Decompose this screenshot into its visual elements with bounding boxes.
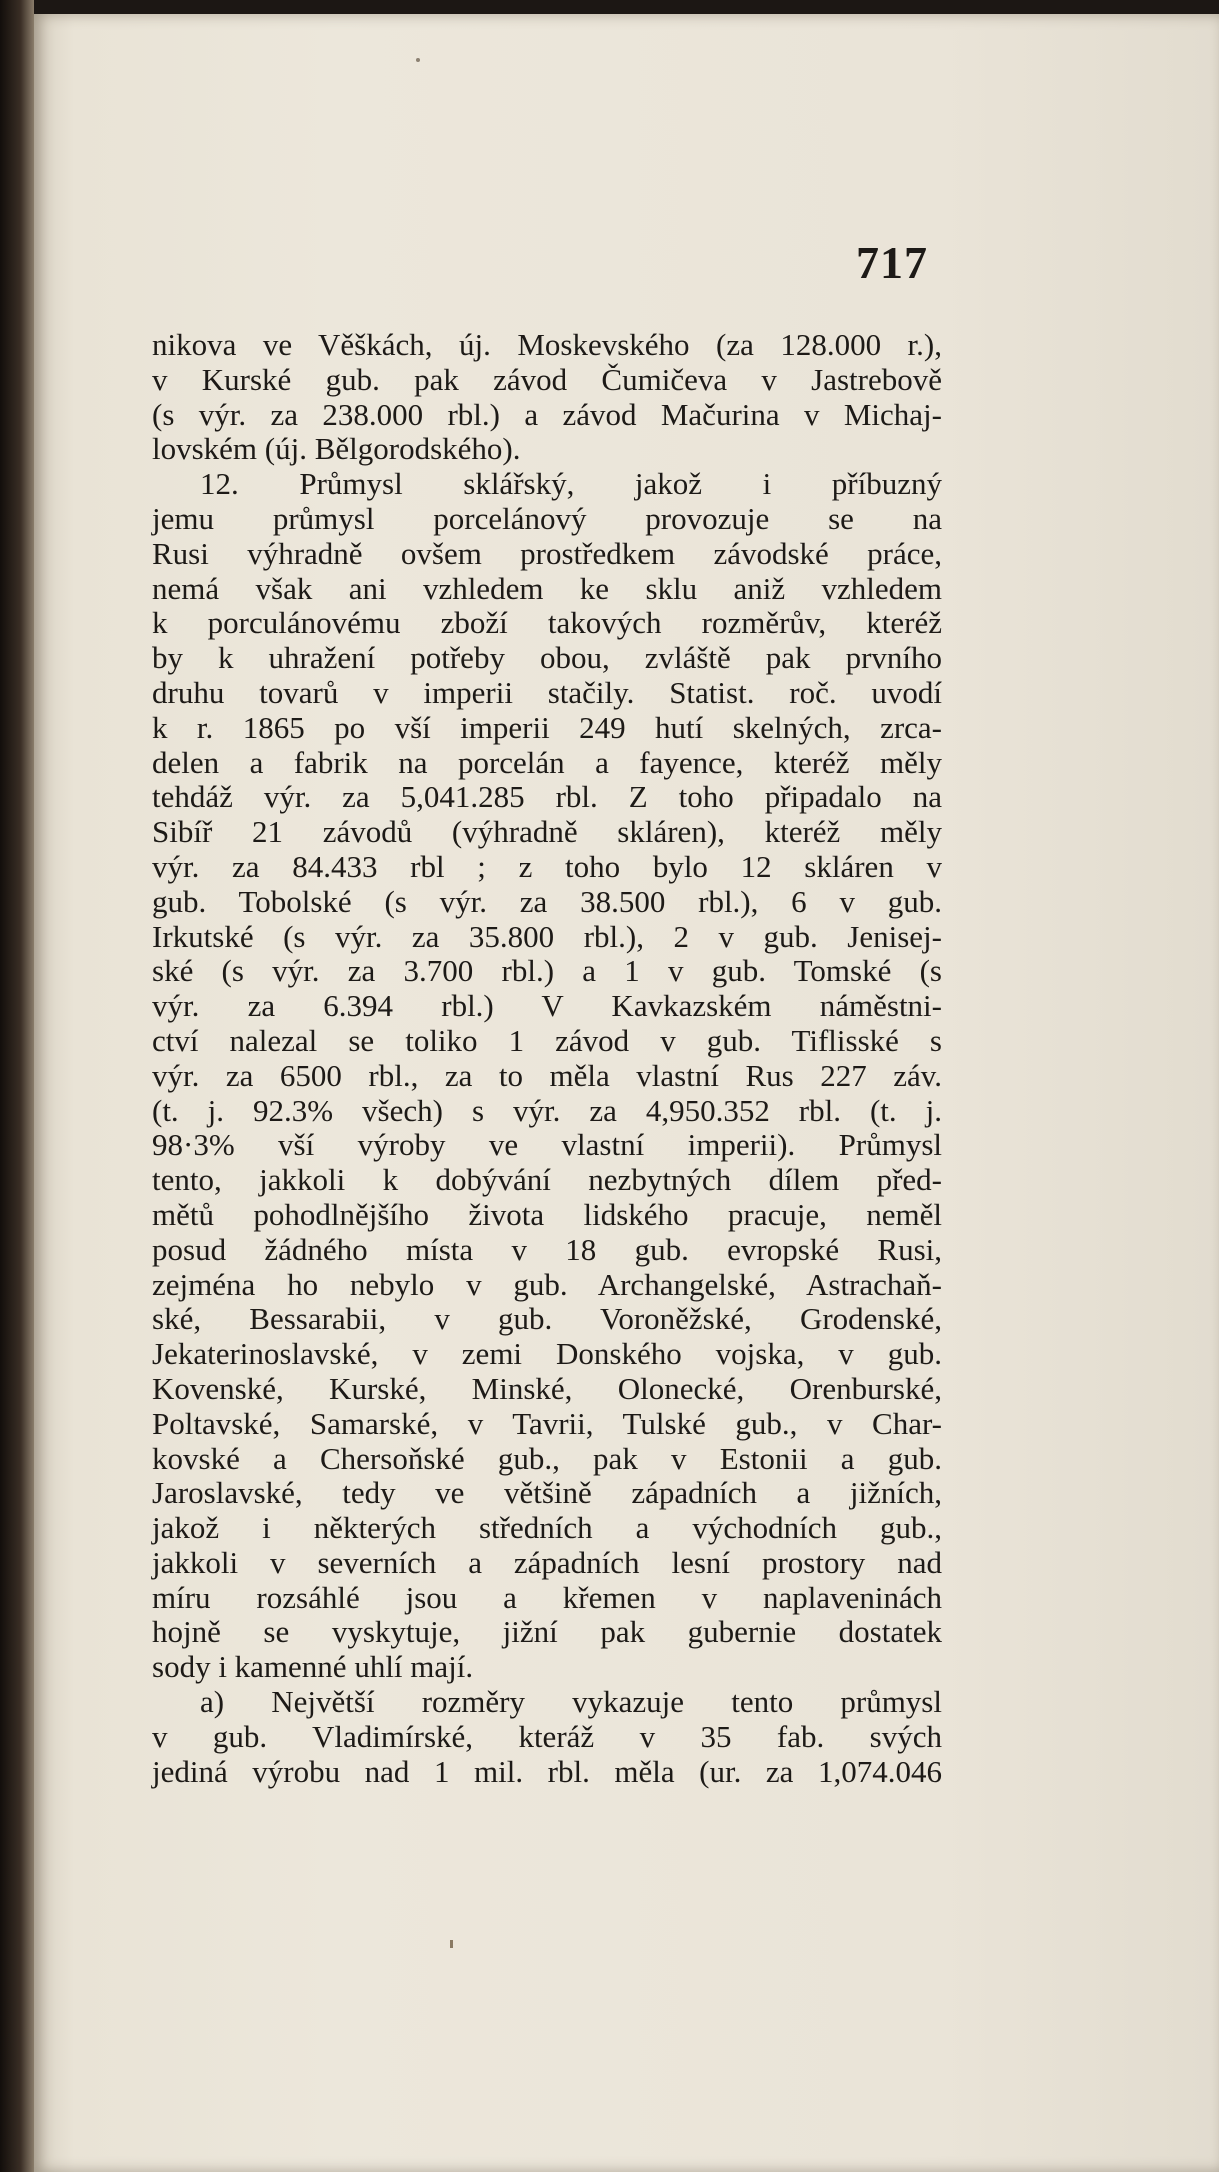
paragraph-start-line: a) Největší rozměry vykazuje tento průmysl — [200, 1684, 942, 1720]
text-line: druhu tovarů v imperii stačily. Statist. roč. uvodí — [152, 674, 942, 710]
text-line: nemá však ani vzhledem ke sklu aniž vzhledem — [152, 570, 942, 606]
text-line: Rusi výhradně ovšem prostředkem závodské práce, — [152, 535, 942, 571]
text-line: tehdáž výr. za 5,041.285 rbl. Z toho připadalo na — [152, 779, 942, 815]
text-line: tento, jakkoli k dobývání nezbytných dílem před- — [152, 1162, 942, 1198]
text-line: v Kurské gub. pak závod Čumičeva v Jastrebově — [152, 361, 942, 397]
text-line: výr. za 84.433 rbl ; z toho bylo 12 skláren v — [152, 848, 942, 884]
text-line: posud žádného místa v 18 gub. evropské Rusi, — [152, 1231, 942, 1267]
text-line: ské, Bessarabii, v gub. Voroněžské, Grodenské, — [152, 1301, 942, 1337]
text-line: Kovenské, Kurské, Minské, Olonecké, Orenburské, — [152, 1370, 942, 1406]
text-line: 98·3% vší výroby ve vlastní imperii). Průmysl — [152, 1127, 942, 1163]
text-line: mětů pohodlnějšího života lidského pracuje, neměl — [152, 1196, 942, 1232]
paper-speck — [416, 58, 420, 62]
text-line: k r. 1865 po vší imperii 249 hutí skelných, zrca- — [152, 709, 942, 745]
text-line: jemu průmysl porcelánový provozuje se na — [152, 500, 942, 536]
text-line: (t. j. 92.3% všech) s výr. za 4,950.352 rbl. (t. j. — [152, 1092, 942, 1128]
text-line: zejména ho nebylo v gub. Archangelské, Astrachaň- — [152, 1266, 942, 1302]
text-line: hojně se vyskytuje, jižní pak gubernie dostatek — [152, 1614, 942, 1650]
text-line: Irkutské (s výr. za 35.800 rbl.), 2 v gub. Jenisej- — [152, 918, 942, 954]
text-line: jediná výrobu nad 1 mil. rbl. měla (ur. za 1,074.046 — [152, 1753, 942, 1789]
text-line: v gub. Vladimírské, kteráž v 35 fab. svých — [152, 1718, 942, 1754]
text-line: Jekaterinoslavské, v zemi Donského vojska, v gub. — [152, 1336, 942, 1372]
text-line: gub. Tobolské (s výr. za 38.500 rbl.), 6 v gub. — [152, 883, 942, 919]
text-line: by k uhražení potřeby obou, zvláště pak prvního — [152, 640, 942, 676]
body-text — [152, 328, 942, 1789]
text-line: Poltavské, Samarské, v Tavrii, Tulské gub., v Char- — [152, 1405, 942, 1441]
text-line: k porculánovému zboží takových rozměrův, kteréž — [152, 605, 942, 641]
text-line: míru rozsáhlé jsou a křemen v naplaveninách — [152, 1579, 942, 1615]
text-line: kovské a Chersoňské gub., pak v Estonii a gub. — [152, 1440, 942, 1476]
text-line: ské (s výr. za 3.700 rbl.) a 1 v gub. Tomské (s — [152, 953, 942, 989]
text-line: nikova ve Věškách, új. Moskevského (za 128.000 r.), — [152, 327, 942, 362]
text-line: delen a fabrik na porcelán a fayence, kteréž měly — [152, 744, 942, 780]
text-line: Sibíř 21 závodů (výhradně skláren), kteréž měly — [152, 814, 942, 850]
text-line: jakkoli v severních a západních lesní prostory nad — [152, 1544, 942, 1580]
page-number: 717 — [856, 237, 928, 288]
ink-mark — [450, 1940, 453, 1948]
book-spine — [0, 0, 34, 2172]
text-line: lovském (új. Bělgorodského). — [152, 431, 521, 467]
text-line: výr. za 6.394 rbl.) V Kavkazském náměstni- — [152, 988, 942, 1024]
text-line: sody i kamenné uhlí mají. — [152, 1649, 474, 1685]
text-line: Jaroslavské, tedy ve většině západních a jižních, — [152, 1475, 942, 1511]
text-line: výr. za 6500 rbl., za to měla vlastní Rus 227 záv. — [152, 1057, 942, 1093]
text-line: jakož i některých středních a východních gub., — [152, 1510, 942, 1546]
paragraph-start-line: 12. Průmysl sklářský, jakož i příbuzný — [200, 466, 942, 502]
text-line: (s výr. za 238.000 rbl.) a závod Mačurina v Michaj- — [152, 396, 942, 432]
text-line: ctví nalezal se toliko 1 závod v gub. Tiflisské s — [152, 1022, 942, 1058]
